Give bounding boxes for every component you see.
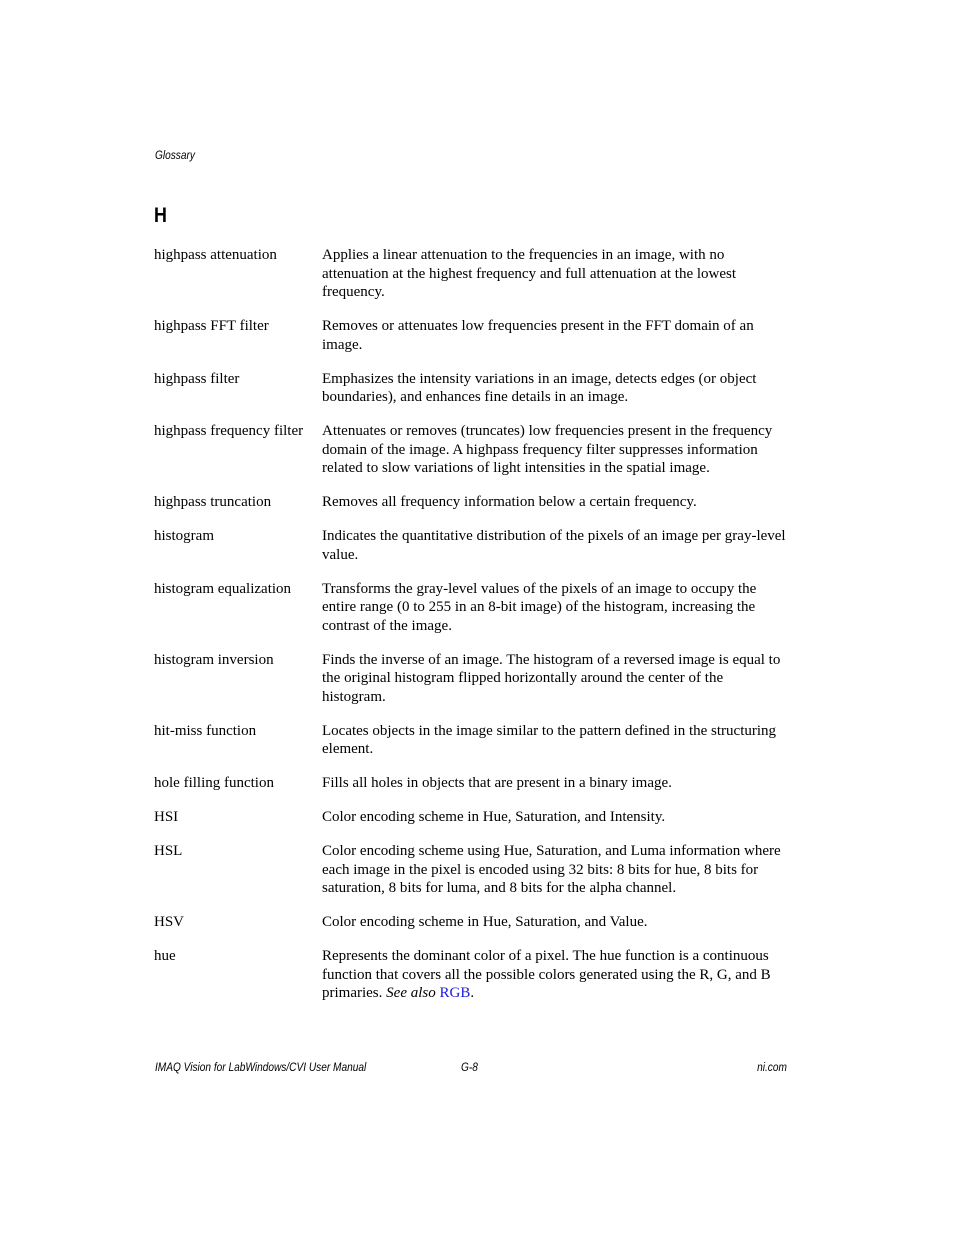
- glossary-entry: [154, 246, 794, 302]
- glossary-entry: [154, 527, 794, 564]
- glossary-term: highpass filter: [154, 370, 240, 387]
- glossary-term: highpass attenuation: [154, 247, 277, 263]
- glossary-entry: [154, 774, 794, 793]
- glossary-term: histogram inversion: [154, 651, 274, 668]
- glossary-definition: Removes or attenuates low frequencies present in the FFT domain of an image.: [322, 318, 754, 353]
- section-heading: H: [154, 204, 167, 227]
- glossary-entry: [154, 808, 794, 827]
- glossary-definition: Emphasizes the intensity variations in an image, detects edges (or object boundaries), and enhances fine details in an image.: [322, 370, 757, 405]
- glossary-term: hue: [154, 948, 176, 964]
- glossary-term: HSV: [154, 914, 185, 930]
- glossary-term: hole filling function: [154, 775, 274, 791]
- glossary-term: HSI: [154, 809, 179, 825]
- glossary-term: highpass truncation: [154, 494, 272, 510]
- glossary-entry: [154, 913, 794, 932]
- running-header: Glossary: [155, 150, 195, 162]
- glossary-term: hit-miss function: [154, 722, 257, 739]
- glossary-entry: [154, 317, 794, 354]
- glossary-definition: Transforms the gray-level values of the pixels of an image to occupy the entire range (0 to 255 in an 8-bit image) of the histogram, increasing the contrast of the image.: [322, 580, 757, 634]
- glossary-definition: Color encoding scheme in Hue, Saturation, and Value.: [322, 914, 648, 930]
- definition-text: Represents the dominant color of a pixel. The hue function is a continuous function that covers all the possible colors generated using the R, G, and B primaries.: [322, 948, 771, 1001]
- glossary-list: [154, 246, 794, 1018]
- glossary-entry: [154, 580, 794, 636]
- see-also-label: See also: [386, 985, 436, 1001]
- page-footer: [155, 1062, 787, 1078]
- glossary-definition: Fills all holes in objects that are present in a binary image.: [322, 775, 672, 791]
- footer-manual-title: IMAQ Vision for LabWindows/CVI User Manual: [155, 1062, 367, 1074]
- glossary-definition: Locates objects in the image similar to the pattern defined in the structuring element.: [322, 722, 777, 757]
- glossary-definition: Removes all frequency information below a certain frequency.: [322, 494, 697, 510]
- glossary-definition: [322, 947, 787, 1003]
- glossary-term: HSL: [154, 843, 183, 859]
- glossary-entry: [154, 842, 794, 898]
- glossary-definition: Color encoding scheme in Hue, Saturation, and Intensity.: [322, 809, 666, 825]
- see-also-link-rgb[interactable]: RGB: [439, 985, 471, 1001]
- glossary-definition: Attenuates or removes (truncates) low frequencies present in the frequency domain of the image. A highpass frequency filter suppresses information related to slow variations of light intensities in the spatial image.: [322, 423, 773, 476]
- glossary-entry: [154, 722, 794, 759]
- glossary-entry: [154, 493, 794, 512]
- glossary-term: histogram: [154, 528, 214, 544]
- glossary-entry: [154, 651, 794, 707]
- glossary-entry: [154, 370, 794, 407]
- glossary-entry: [154, 947, 794, 1003]
- glossary-term: histogram equalization: [154, 580, 292, 597]
- footer-website: ni.com: [757, 1062, 787, 1074]
- definition-trailing: .: [470, 985, 475, 1001]
- footer-page-number: G-8: [461, 1062, 478, 1074]
- glossary-entry: [154, 422, 794, 478]
- glossary-term: highpass FFT filter: [154, 318, 269, 334]
- glossary-definition: Applies a linear attenuation to the frequencies in an image, with no attenuation at the highest frequency and full attenuation at the lowest frequency.: [322, 247, 737, 300]
- glossary-term: highpass frequency filter: [154, 423, 304, 439]
- glossary-definition: Color encoding scheme using Hue, Saturation, and Luma information where each image in the pixel is encoded using 32 bits: 8 bits for hue, 8 bits for saturation, 8 bits for luma, and 8 bits for the alpha channel.: [322, 843, 781, 896]
- glossary-definition: Indicates the quantitative distribution of the pixels of an image per gray-level value.: [322, 528, 786, 563]
- glossary-definition: Finds the inverse of an image. The histogram of a reversed image is equal to the original histogram flipped horizontally around the center of the histogram.: [322, 651, 781, 705]
